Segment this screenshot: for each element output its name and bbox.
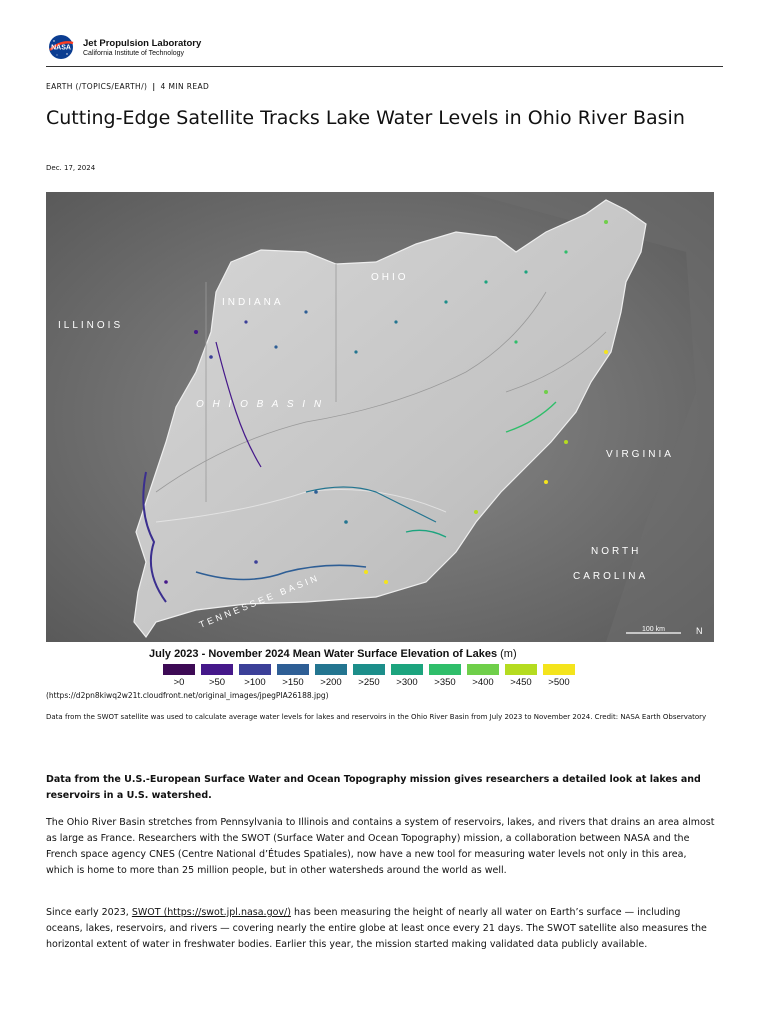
north-arrow-icon: N <box>696 626 703 636</box>
legend-swatch-label: >0 <box>173 677 185 688</box>
legend-swatch-color <box>353 664 385 675</box>
legend-swatch <box>353 664 385 688</box>
legend-swatch-color <box>315 664 347 675</box>
article-date: Dec. 17, 2024 <box>46 164 96 172</box>
legend-unit: (m) <box>500 648 517 660</box>
article-paragraph-1: The Ohio River Basin stretches from Pennsylvania to Illinois and contains a system of reservoirs, lakes, and rivers that drains an area almost as large as France. Researchers with the SWOT (Surface Water and Ocean Topography) mission, a collaboration between NASA and the French space agency CNES (Centre National d’Études Spatiales), now have a new tool for measuring water levels not only in this area, which is home to more than 25 million people, but in other watersheds around the world as well. <box>46 817 715 876</box>
map-label-ohio-basin: O H I O B A S I N <box>196 399 325 410</box>
nasa-logo-icon[interactable] <box>46 34 76 60</box>
figure-caption: Data from the SWOT satellite was used to calculate average water levels for lakes and reservoirs in the Ohio River Basin from July 2023 to November 2024. Credit: NASA Earth Observatory <box>46 713 707 721</box>
category-link[interactable]: EARTH (/TOPICS/EARTH/) <box>46 82 148 91</box>
legend-title <box>149 648 517 660</box>
map-label-ohio: OHIO <box>371 272 409 283</box>
read-time: 4 MIN READ <box>160 82 210 91</box>
legend-swatch-label: >100 <box>244 677 266 688</box>
legend-swatch <box>239 664 271 688</box>
legend-swatch <box>467 664 499 688</box>
legend-swatch-color <box>543 664 575 675</box>
legend-swatch <box>429 664 461 688</box>
legend-swatch-color <box>163 664 195 675</box>
map-label-indiana: INDIANA <box>222 297 284 308</box>
legend-swatch-label: >400 <box>472 677 494 688</box>
legend-swatch <box>163 664 195 688</box>
legend-swatch-label: >250 <box>358 677 380 688</box>
legend-swatch-color <box>239 664 271 675</box>
map-label-illinois: ILLINOIS <box>58 320 124 331</box>
legend-swatch-label: >200 <box>320 677 342 688</box>
article-paragraph-2 <box>46 905 716 953</box>
legend-swatch <box>315 664 347 688</box>
legend-swatch-color <box>277 664 309 675</box>
legend-title-text: July 2023 - November 2024 Mean Water Surface Elevation of Lakes <box>149 648 498 660</box>
legend-swatch <box>505 664 537 688</box>
legend-swatch-label: >350 <box>434 677 456 688</box>
map-label-north: NORTH <box>591 546 642 557</box>
image-source-link[interactable]: (https://d2pn8kiwq2w21t.cloudfront.net/original_images/jpegPIA26188.jpg) <box>46 691 329 700</box>
legend-swatches <box>163 664 575 688</box>
legend-swatch-label: >500 <box>548 677 570 688</box>
map-legend <box>46 642 714 692</box>
article-title: Cutting-Edge Satellite Tracks Lake Water Levels in Ohio River Basin <box>46 107 685 129</box>
legend-swatch <box>201 664 233 688</box>
legend-swatch-label: >450 <box>510 677 532 688</box>
swot-link[interactable]: SWOT (https://swot.jpl.nasa.gov/) <box>131 907 291 918</box>
map-label-virginia: VIRGINIA <box>606 449 674 460</box>
legend-swatch-color <box>201 664 233 675</box>
legend-swatch-label: >150 <box>282 677 304 688</box>
article-meta <box>46 82 209 91</box>
legend-swatch-color <box>391 664 423 675</box>
legend-swatch <box>277 664 309 688</box>
brand[interactable] <box>83 38 201 58</box>
map-label-tennessee-basin: TENNESSEE BASIN <box>197 572 322 630</box>
brand-subtitle: California Institute of Technology <box>83 50 185 57</box>
article-lead: Data from the U.S.-European Surface Water and Ocean Topography mission gives researchers a detailed look at lakes and reservoirs in a U.S. watershed. <box>46 774 701 801</box>
legend-swatch-label: >300 <box>396 677 418 688</box>
basin-map <box>46 192 714 642</box>
legend-swatch-color <box>429 664 461 675</box>
site-header <box>46 34 723 67</box>
legend-swatch-color <box>505 664 537 675</box>
article-figure[interactable] <box>46 192 714 692</box>
svg-text:NASA: NASA <box>51 44 71 52</box>
map-label-carolina: CAROLINA <box>573 571 649 582</box>
legend-swatch-color <box>467 664 499 675</box>
meta-separator: | <box>152 82 156 91</box>
legend-swatch <box>543 664 575 688</box>
scale-label: 100 km <box>642 626 665 633</box>
brand-name: Jet Propulsion Laboratory <box>83 38 202 49</box>
legend-swatch-label: >50 <box>208 677 226 688</box>
paragraph-2-rest: has been measuring the height of nearly all water on Earth’s surface — including oceans, lakes, reservoirs, and rivers — covering nearly the entire globe at least once every 21 days. The SWOT satellite also measures the horizontal extent of water in freshwater bodies. Earlier this year, the mission started making validated data publicly available. <box>46 907 707 950</box>
paragraph-2-intro: Since early 2023, <box>46 907 132 918</box>
legend-swatch <box>391 664 423 688</box>
